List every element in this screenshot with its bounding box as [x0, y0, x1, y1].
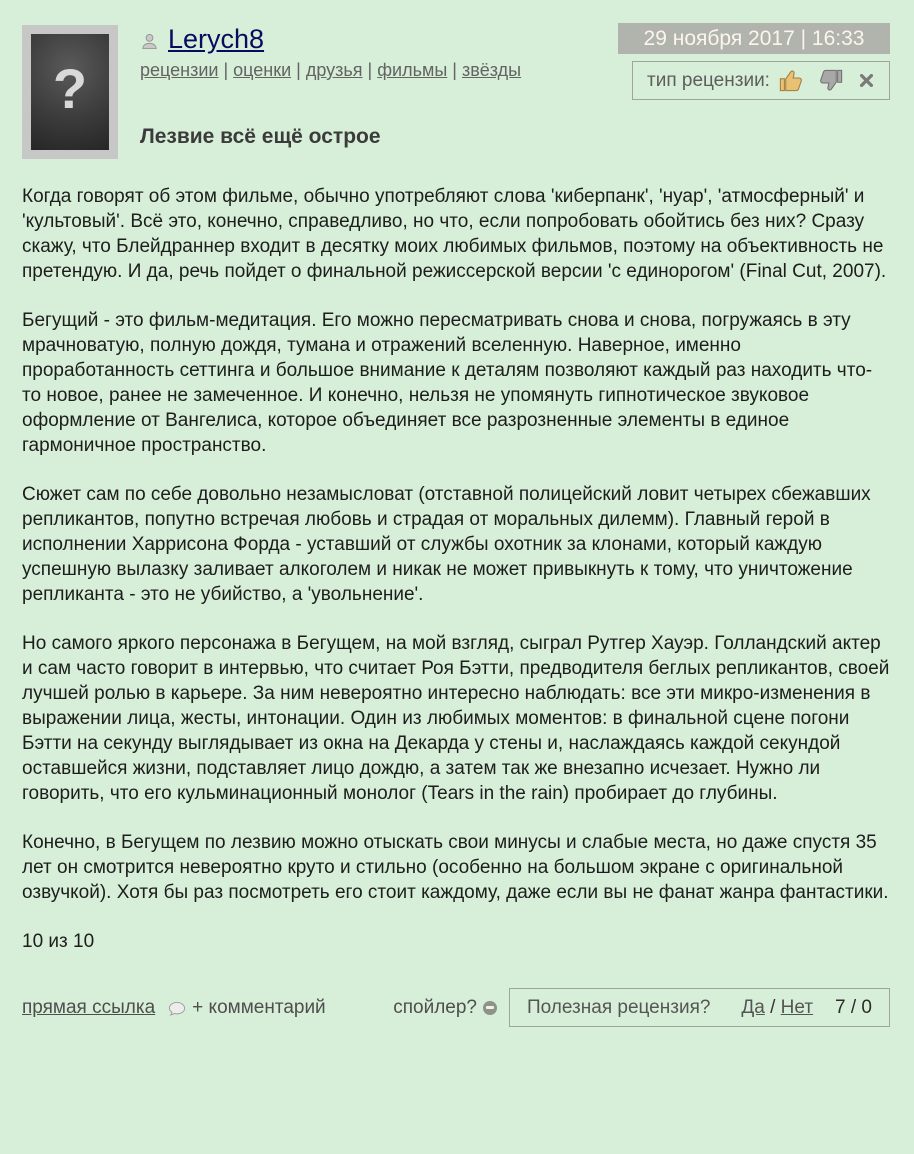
vote-counts: 7 / 0	[835, 996, 872, 1018]
nav-separator: |	[218, 60, 234, 80]
review-main	[0, 172, 914, 954]
review-title: Лезвие всё ещё острое	[140, 125, 381, 148]
vote-yes-link[interactable]: Да	[741, 996, 765, 1018]
review-paragraph: Конечно, в Бегущем по лезвию можно отыскать свои минусы и слабые места, но даже спустя 35 лет он смотрится невероятно круто и стильно (особенно на большом экране с оригинальной озвучкой). Хотя бы раз посмотреть его стоит каждому, даже если вы не фанат жанра фантастики.	[22, 832, 889, 903]
vote-links	[741, 997, 813, 1019]
review-rating: 10 из 10	[22, 931, 95, 952]
review-type-label: тип рецензии:	[647, 69, 770, 91]
helpful-question: Полезная рецензия?	[527, 996, 711, 1018]
header-right-column	[618, 23, 890, 100]
add-comment-link[interactable]: + комментарий	[192, 996, 326, 1018]
close-icon[interactable]	[860, 74, 873, 87]
review-paragraph: Когда говорят об этом фильме, обычно употребляют слова 'киберпанк', 'нуар', 'атмосферный' и 'культовый'. Всё это, конечно, справедливо, но что, если попробовать обойтись без них? Сразу скажу, что Блейдраннер входит в десятку моих любимых фильмов, поэтому на объективность не претендую. И да, речь пойдет о финальной режиссерской версии 'с единорогом' (Final Cut, 2007).	[22, 186, 887, 282]
spoiler-label: спойлер?	[393, 996, 477, 1018]
review-header	[0, 0, 914, 172]
review-body	[22, 184, 890, 905]
user-icon	[140, 32, 159, 51]
avatar-placeholder: ?	[52, 57, 88, 120]
nav-separator: |	[362, 60, 378, 80]
review-footer	[22, 988, 890, 1027]
review-type-box	[632, 61, 890, 100]
nav-separator: |	[291, 60, 306, 80]
review-paragraph: Бегущий - это фильм-медитация. Его можно пересматривать снова и снова, погружаясь в эту мрачноватую, полную дождя, тумана и отражений вселенную. Наверное, именно проработанность сеттинга и большое внимание к деталям позволяют каждый раз находить что-то новое, ранее не замеченное. И конечно, нельзя не упомянуть гипнотическое звуковое оформление от Вангелиса, которое объединяет все разрозненные элементы в единое гармоничное пространство.	[22, 310, 873, 456]
helpful-box	[509, 988, 890, 1027]
thumb-up-icon[interactable]	[779, 67, 806, 94]
comment-bubble-icon	[168, 1001, 186, 1017]
user-nav	[140, 60, 521, 81]
review-paragraph: Но самого яркого персонажа в Бегущем, на мой взгляд, сыграл Рутгер Хауэр. Голландский актер и сам часто говорит в интервью, что считает Роя Бэтти, предводителя беглых репликантов, своей лучшей ролью в карьере. За ним невероятно интересно наблюдать: все эти микро-изменения в выражении лица, жесты, интонации. Один из любимых моментов: в финальной сцене погони Бэтти на секунду выглядывает из окна на Декарда у стены и, наслаждаясь каждой секундой оставшейся жизни, подставляет лицо дождю, а затем так же внезапно исчезает. Нужно ли говорить, что его кульминационный монолог (Tears in the rain) пробирает до глубины.	[22, 633, 890, 804]
user-avatar[interactable]	[22, 25, 118, 159]
spoiler-icon[interactable]	[483, 1001, 497, 1015]
nav-separator: |	[447, 60, 462, 80]
nav-link-films[interactable]: фильмы	[377, 60, 448, 80]
user-block	[140, 24, 521, 81]
nav-link-friends[interactable]: друзья	[305, 60, 363, 80]
nav-link-stars[interactable]: звёзды	[461, 60, 522, 80]
thumb-down-icon[interactable]	[816, 67, 843, 94]
nav-link-ratings[interactable]: оценки	[233, 60, 292, 80]
date-badge: 29 ноября 2017 | 16:33	[618, 23, 890, 54]
permalink-link[interactable]: прямая ссылка	[22, 996, 156, 1018]
spoiler-group	[393, 997, 497, 1019]
vote-no-link[interactable]: Нет	[780, 996, 814, 1018]
nav-link-reviews[interactable]: рецензии	[140, 60, 219, 80]
vote-slash: /	[770, 996, 776, 1018]
username-link[interactable]: Lerych8	[168, 24, 265, 54]
review-paragraph: Сюжет сам по себе довольно незамысловат (отставной полицейский ловит четырех сбежавших репликантов, попутно встречая любовь и страдая от моральных дилемм). Главный герой в исполнении Харрисона Форда - уставший от службы охотник за клонами, который каждую успешную вылазку заливает алкоголем и никак не может привыкнуть к тому, что уничтожение репликанта - это не убийство, а 'увольнение'.	[22, 484, 871, 605]
